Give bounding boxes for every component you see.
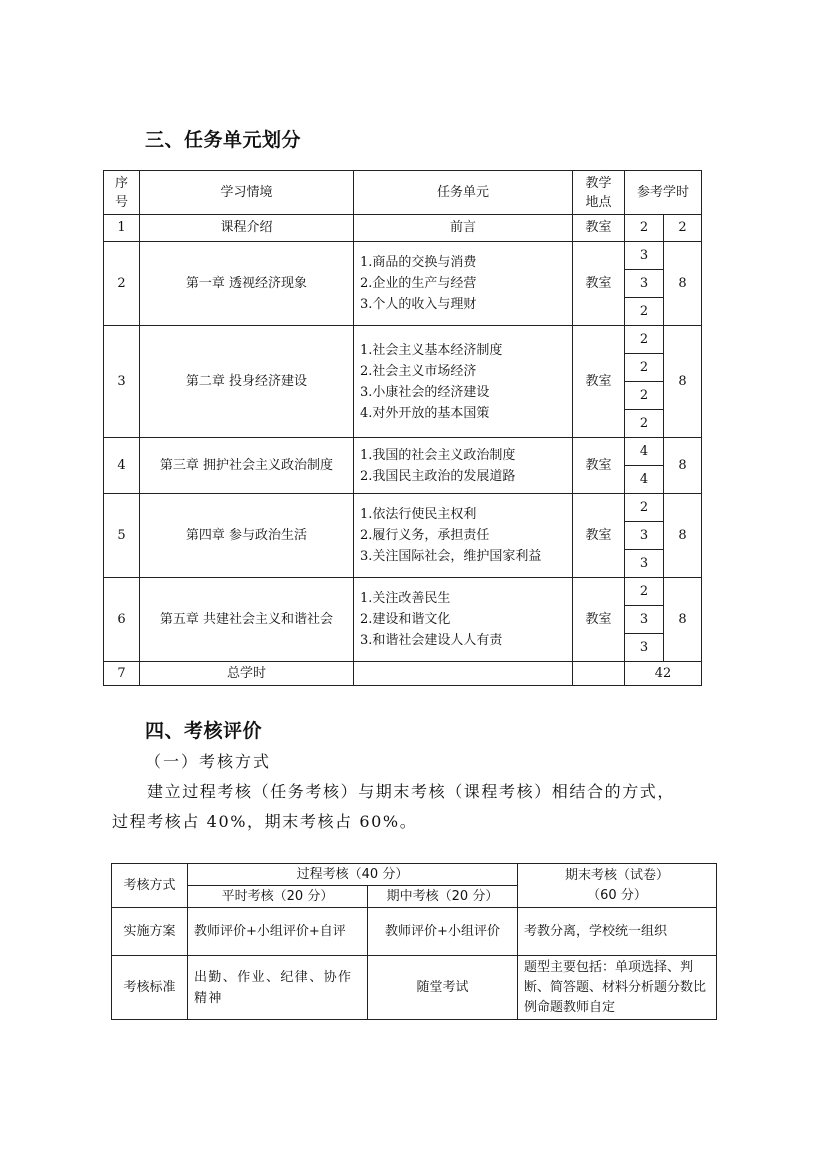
row-place: 教室 [573, 578, 625, 662]
row-number: 5 [104, 494, 140, 578]
unit-item: 1.商品的交换与消费 [360, 255, 477, 270]
row-total-hours: 8 [664, 494, 702, 578]
row-units [354, 494, 573, 578]
table-row [112, 956, 717, 1020]
header-no: 序号 [104, 171, 140, 215]
unit-item: 3.小康社会的经济建设 [360, 384, 490, 400]
total-row-place-empty [573, 662, 625, 686]
header-midterm: 期中考核（20 分） [368, 886, 518, 908]
row-place: 教室 [573, 242, 625, 326]
row-hour: 3 [625, 634, 664, 662]
row-total-hours: 2 [664, 215, 702, 242]
row-hour: 3 [625, 270, 664, 298]
row-total-hours: 8 [664, 438, 702, 494]
table-row [112, 908, 717, 956]
row-hour: 2 [625, 215, 664, 242]
unit-item: 1.社会主义基本经济制度 [360, 342, 503, 358]
row-units [354, 578, 573, 662]
assessment-table [111, 863, 717, 1020]
row-total-hours: 8 [664, 578, 702, 662]
task-unit-table [103, 170, 702, 686]
row-situation: 第一章 透视经济现象 [140, 242, 354, 326]
table-row [104, 326, 702, 354]
row-units [354, 215, 573, 242]
plan-midterm: 教师评价+小组评价 [368, 908, 518, 956]
unit-item: 2.社会主义市场经济 [360, 363, 477, 379]
header-situation: 学习情境 [140, 171, 354, 215]
row-hour: 2 [625, 410, 664, 438]
table-header-row [104, 171, 702, 215]
header-process: 过程考核（40 分） [188, 864, 518, 886]
plan-label: 实施方案 [112, 908, 188, 956]
row-place: 教室 [573, 494, 625, 578]
total-row-number: 7 [104, 662, 140, 686]
row-place: 教室 [573, 215, 625, 242]
total-row-label: 总学时 [140, 662, 354, 686]
total-row-units-empty [354, 662, 573, 686]
row-hour: 2 [625, 354, 664, 382]
table-row [112, 864, 717, 886]
unit-item: 前言 [449, 220, 476, 235]
total-row-hours: 42 [625, 662, 702, 686]
row-hour: 2 [625, 494, 664, 522]
row-hour: 4 [625, 466, 664, 494]
row-hour: 2 [625, 298, 664, 326]
unit-item: 3.和谐社会建设人人有责 [360, 633, 503, 648]
header-hours: 参考学时 [625, 171, 702, 215]
plan-final: 考教分离，学校统一组织 [518, 908, 717, 956]
row-number: 3 [104, 326, 140, 438]
header-place: 教学地点 [573, 171, 625, 215]
row-situation: 第四章 参与政治生活 [140, 494, 354, 578]
table-row [104, 215, 702, 242]
standard-midterm: 随堂考试 [368, 956, 518, 1020]
row-number: 6 [104, 578, 140, 662]
unit-item: 1.依法行使民主权利 [360, 507, 477, 522]
unit-item: 1.我国的社会主义政治制度 [360, 447, 516, 463]
row-hour: 2 [625, 578, 664, 606]
row-units [354, 438, 573, 494]
plan-daily: 教师评价+小组评价+自评 [188, 908, 368, 956]
row-hour: 3 [625, 242, 664, 270]
row-hour: 3 [625, 550, 664, 578]
row-total-hours: 8 [664, 326, 702, 438]
table-row [104, 494, 702, 522]
header-method: 考核方式 [112, 864, 188, 908]
row-units [354, 326, 573, 438]
table-row [104, 242, 702, 270]
standard-label: 考核标准 [112, 956, 188, 1020]
unit-item: 1.关注改善民生 [360, 591, 451, 606]
assessment-paragraph-line2: 过程考核占 40%，期末考核占 60%。 [112, 812, 418, 831]
unit-item: 2.我国民主政治的发展道路 [360, 468, 516, 484]
unit-item: 2.履行义务，承担责任 [360, 528, 490, 543]
row-place: 教室 [573, 326, 625, 438]
table-row [104, 578, 702, 606]
unit-item: 3.个人的收入与理财 [360, 297, 477, 312]
row-hour: 3 [625, 606, 664, 634]
unit-item: 2.企业的生产与经营 [360, 276, 477, 291]
row-situation: 第五章 共建社会主义和谐社会 [140, 578, 354, 662]
unit-item: 4.对外开放的基本国策 [360, 405, 490, 421]
row-hour: 3 [625, 522, 664, 550]
row-situation: 第二章 投身经济建设 [140, 326, 354, 438]
header-final-line2: （60 分） [587, 887, 647, 903]
section3-heading: 三、任务单元划分 [145, 129, 302, 151]
header-daily: 平时考核（20 分） [188, 886, 368, 908]
row-hour: 4 [625, 438, 664, 466]
unit-item: 3.关注国际社会，维护国家利益 [360, 549, 542, 564]
header-units: 任务单元 [354, 171, 573, 215]
header-final [518, 864, 717, 908]
standard-daily: 出勤、作业、纪律、协作精神 [188, 956, 368, 1020]
row-number: 1 [104, 215, 140, 242]
assessment-paragraph-line1: 建立过程考核（任务考核）与期末考核（课程考核）相结合的方式， [147, 782, 676, 801]
table-row [104, 438, 702, 466]
section4-heading: 四、考核评价 [145, 720, 263, 742]
header-final-line1: 期末考核（试卷） [564, 867, 669, 883]
assessment-method-subheading: （一）考核方式 [145, 752, 272, 771]
row-hour: 2 [625, 326, 664, 354]
standard-final: 题型主要包括：单项选择、判断、简答题、材料分析题分数比例命题教师自定 [518, 956, 717, 1020]
row-situation: 课程介绍 [140, 215, 354, 242]
row-place: 教室 [573, 438, 625, 494]
total-row [104, 662, 702, 686]
row-hour: 2 [625, 382, 664, 410]
row-number: 4 [104, 438, 140, 494]
row-units [354, 242, 573, 326]
row-situation: 第三章 拥护社会主义政治制度 [140, 438, 354, 494]
row-total-hours: 8 [664, 242, 702, 326]
unit-item: 2.建设和谐文化 [360, 612, 451, 627]
row-number: 2 [104, 242, 140, 326]
